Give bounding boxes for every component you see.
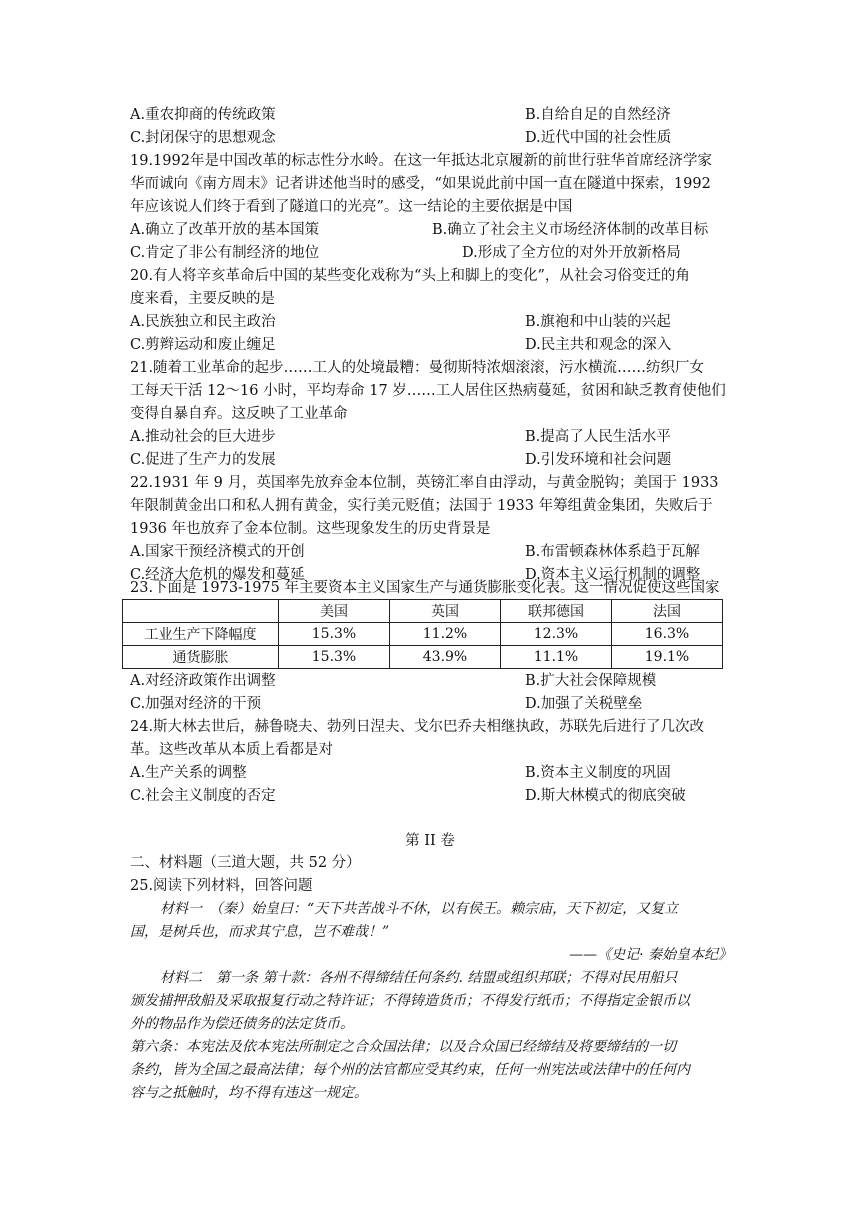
q18-option-d: D.近代中国的社会性质 [525, 130, 672, 146]
q24-stem-line: 革。这些改革从本质上看都是对 [130, 742, 333, 758]
material-two-article-line: 条约，皆为全国之最高法律；每个州的法官都应受其约束，任何一州宪法或法律中的任何内 [130, 1062, 690, 1078]
q20-stem-line: 20.有人将辛亥革命后中国的某些变化戏称为“头上和脚上的变化”，从社会习俗变迁的角 [130, 268, 690, 284]
table-header-cell: 法国 [612, 600, 723, 623]
q22-option-c: C.经济大危机的爆发和蔓延 [130, 567, 305, 583]
inflation-table [122, 599, 723, 669]
q22-stem-line: 1936 年也放弃了金本位制。这些现象发生的历史背景是 [130, 521, 491, 537]
q20-stem-line: 度来看，主要反映的是 [130, 291, 275, 307]
q21-option-c: C.促进了生产力的发展 [130, 452, 276, 468]
material-two-line: 颁发捕押敌船及采取报复行动之特许证；不得铸造货币；不得发行纸币；不得指定金银币以 [130, 993, 690, 1009]
table-cell: 工业生产下降幅度 [123, 623, 279, 646]
q21-option-b: B.提高了人民生活水平 [525, 429, 671, 445]
material-one-line: 国，是树兵也，而求其宁息，岂不难哉！” [130, 924, 390, 940]
q19-option-a: A.确立了改革开放的基本国策 [130, 222, 320, 238]
q21-stem-line: 变得自暴自弃。这反映了工业革命 [130, 406, 348, 422]
table-cell: 12.3% [501, 623, 612, 646]
q24-option-d: D.斯大林模式的彻底突破 [525, 788, 686, 804]
q23-option-a: A.对经济政策作出调整 [130, 673, 276, 689]
material-two-article-line: 容与之抵触时，均不得有违这一规定。 [130, 1085, 368, 1101]
q18-option-b: B.自给自足的自然经济 [525, 107, 671, 123]
material-two-line: 外的物品作为偿还债务的法定货币。 [130, 1016, 354, 1032]
q20-option-b: B.旗袍和中山装的兴起 [525, 314, 671, 330]
q22-option-a: A.国家干预经济模式的开创 [130, 544, 305, 560]
q23-stem: 23.下面是 1973-1975 年主要资本主义国家生产与通货膨胀变化表。这一情况促使这些国家 [130, 580, 720, 596]
q24-option-b: B.资本主义制度的巩固 [525, 765, 671, 781]
q22-option-d: D.资本主义运行机制的调整 [525, 567, 701, 583]
material-one-line: 材料一 （秦）始皇曰：“天下共苦战斗不休，以有侯王。赖宗庙，天下初定，又复立 [160, 901, 679, 917]
q19-stem-line: 19.1992年是中国改革的标志性分水岭。在这一年抵达北京履新的前世行驻华首席经济学家 [130, 153, 712, 169]
table-cell: 11.2% [390, 623, 501, 646]
table-cell: 43.9% [390, 646, 501, 669]
q20-option-c: C.剪辫运动和废止缠足 [130, 337, 276, 353]
q21-option-a: A.推动社会的巨大进步 [130, 429, 276, 445]
table-header-cell: 美国 [279, 600, 390, 623]
q22-stem-line: 年限制黄金出口和私人拥有黄金，实行美元贬值；法国于 1933 年筹组黄金集团，失败后于 [130, 498, 713, 514]
table-cell: 15.3% [279, 623, 390, 646]
table-header-row [123, 600, 723, 623]
table-cell: 11.1% [501, 646, 612, 669]
q24-option-a: A.生产关系的调整 [130, 765, 247, 781]
q19-stem-line: 年应该说人们终于看到了隧道口的光亮”。这一结论的主要依据是中国 [130, 199, 573, 215]
part-title: 第 II 卷 [405, 833, 455, 849]
q24-option-c: C.社会主义制度的否定 [130, 788, 276, 804]
q19-option-b: B.确立了社会主义市场经济体制的改革目标 [432, 222, 709, 238]
q23-option-d: D.加强了关税壁垒 [525, 696, 643, 712]
q25-stem: 25.阅读下列材料，回答问题 [130, 878, 313, 894]
table-cell: 15.3% [279, 646, 390, 669]
q21-stem-line: 工每天干活 12～16 小时，平均寿命 17 岁……工人居住区热病蔓延，贫困和缺乏教育使他们 [130, 383, 726, 399]
q22-option-b: B.布雷顿森林体系趋于瓦解 [525, 544, 700, 560]
table-header-cell: 英国 [390, 600, 501, 623]
q20-option-d: D.民主共和观念的深入 [525, 337, 672, 353]
q24-stem-line: 24.斯大林去世后，赫鲁晓夫、勃列日涅夫、戈尔巴乔夫相继执政，苏联先后进行了几次改 [130, 719, 705, 735]
q22-stem-line: 22.1931 年 9 月，英国率先放弃金本位制，英镑汇率自由浮动，与黄金脱钩；美国于 1933 [130, 475, 719, 491]
material-two-article-line: 第六条：本宪法及依本宪法所制定之合众国法律；以及合众国已经缔结及将要缔结的一切 [130, 1039, 676, 1055]
table-header-cell: 联邦德国 [501, 600, 612, 623]
q19-option-d: D.形成了全方位的对外开放新格局 [462, 245, 681, 261]
q18-option-a: A.重农抑商的传统政策 [130, 107, 276, 123]
table-cell: 19.1% [612, 646, 723, 669]
q20-option-a: A.民族独立和民主政治 [130, 314, 276, 330]
q21-stem-line: 21.随着工业革命的起步……工人的处境最糟：曼彻斯特浓烟滚滚，污水横流……纺织厂女 [130, 360, 705, 376]
table-cell: 通货膨胀 [123, 646, 279, 669]
table-row [123, 646, 723, 669]
table-header-cell [123, 600, 279, 623]
material-one-source: ——《史记· 秦始皇本纪》 [569, 947, 732, 963]
q21-option-d: D.引发环境和社会问题 [525, 452, 672, 468]
section-heading: 二、材料题（三道大题，共 52 分） [130, 855, 361, 871]
q23-option-b: B.扩大社会保障规模 [525, 673, 657, 689]
q19-option-c: C.肯定了非公有制经济的地位 [130, 245, 320, 261]
q23-option-c: C.加强对经济的干预 [130, 696, 262, 712]
q19-stem-line: 华而诚向《南方周末》记者讲述他当时的感受，“如果说此前中国一直在隧道中探索，1992 [130, 176, 711, 192]
q18-option-c: C.封闭保守的思想观念 [130, 130, 276, 146]
table-row [123, 623, 723, 646]
material-two-line: 材料二 第一条 第十款：各州不得缔结任何条约. 结盟或组织邦联；不得对民用船只 [160, 970, 678, 986]
table-cell: 16.3% [612, 623, 723, 646]
